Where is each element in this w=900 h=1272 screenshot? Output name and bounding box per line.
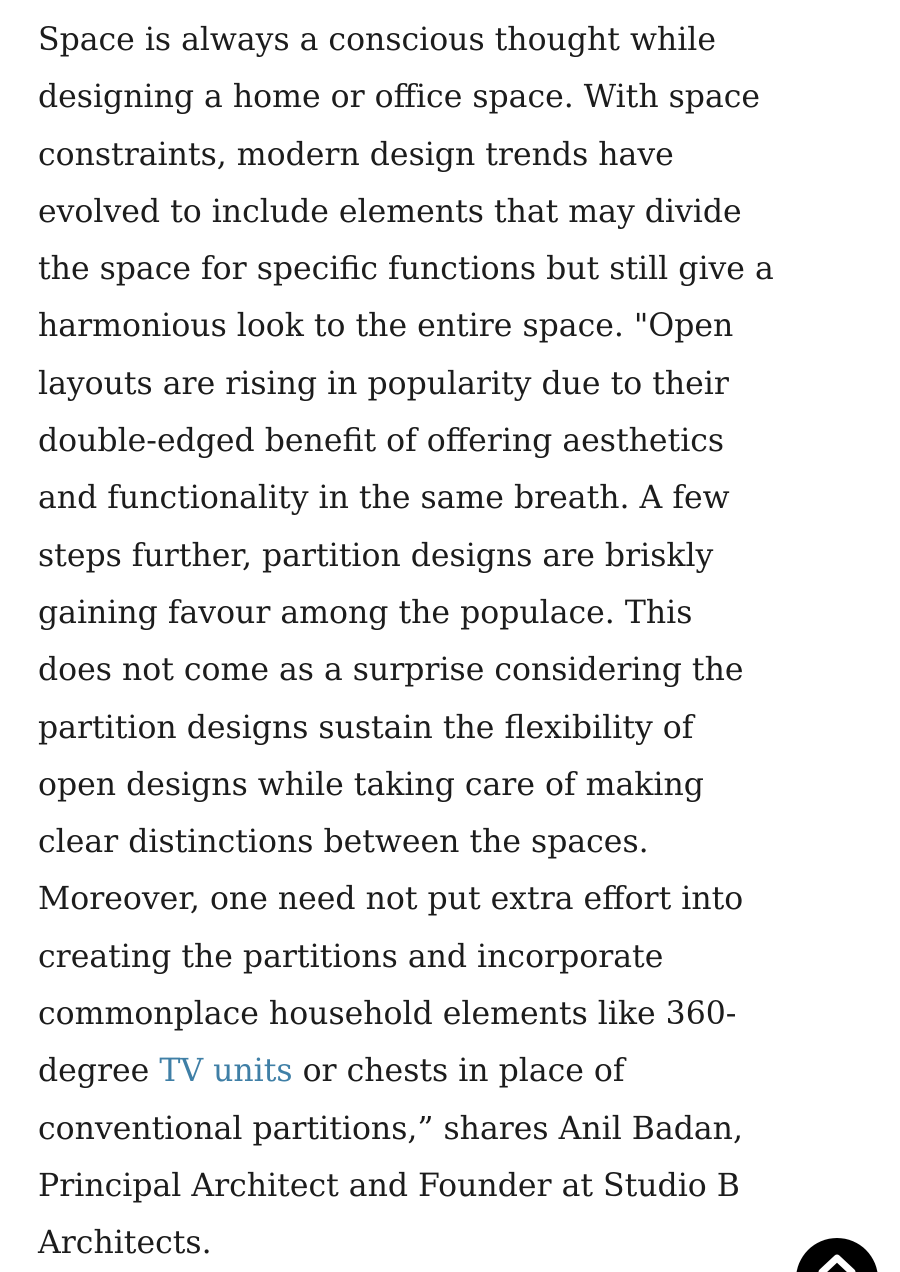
article-line: designing a home or office space. With space	[38, 79, 761, 116]
article-line: commonplace household elements like 360-	[38, 996, 737, 1033]
article-line: creating the partitions and incorporate	[38, 938, 664, 975]
article-line: evolved to include elements that may divide	[38, 193, 742, 230]
chevron-up-icon	[817, 1250, 857, 1272]
article-line: open designs while taking care of making	[38, 766, 704, 803]
article-line: harmonious look to the entire space. "Open	[38, 308, 734, 345]
article-line: steps further, partition designs are briskly	[38, 537, 714, 574]
article-line: Principal Architect and Founder at Studio B	[38, 1167, 740, 1204]
article-line: Moreover, one need not put extra effort into	[38, 881, 744, 918]
article-line: conventional partitions,” shares Anil Badan,	[38, 1110, 743, 1147]
article-paragraph	[38, 12, 878, 1272]
article-line: clear distinctions between the spaces.	[38, 824, 649, 861]
article-line: layouts are rising in popularity due to their	[38, 365, 729, 402]
article-line-with-link	[38, 1043, 878, 1100]
article-line: gaining favour among the populace. This	[38, 594, 693, 631]
link-line-suffix: or chests in place of	[292, 1053, 625, 1090]
article-line: and functionality in the same breath. A few	[38, 480, 730, 517]
tv-units-link[interactable]: TV units	[159, 1053, 293, 1090]
article-line: Space is always a conscious thought while	[38, 22, 717, 58]
article-line: double-edged benefit of offering aesthetics	[38, 423, 725, 460]
article-line: Architects.	[38, 1225, 212, 1262]
link-line-prefix: degree	[38, 1053, 160, 1090]
article-line: does not come as a surprise considering the	[38, 652, 744, 689]
article-line: the space for specific functions but still give a	[38, 251, 774, 288]
article-line: constraints, modern design trends have	[38, 136, 674, 173]
article-line: partition designs sustain the flexibility of	[38, 709, 694, 746]
